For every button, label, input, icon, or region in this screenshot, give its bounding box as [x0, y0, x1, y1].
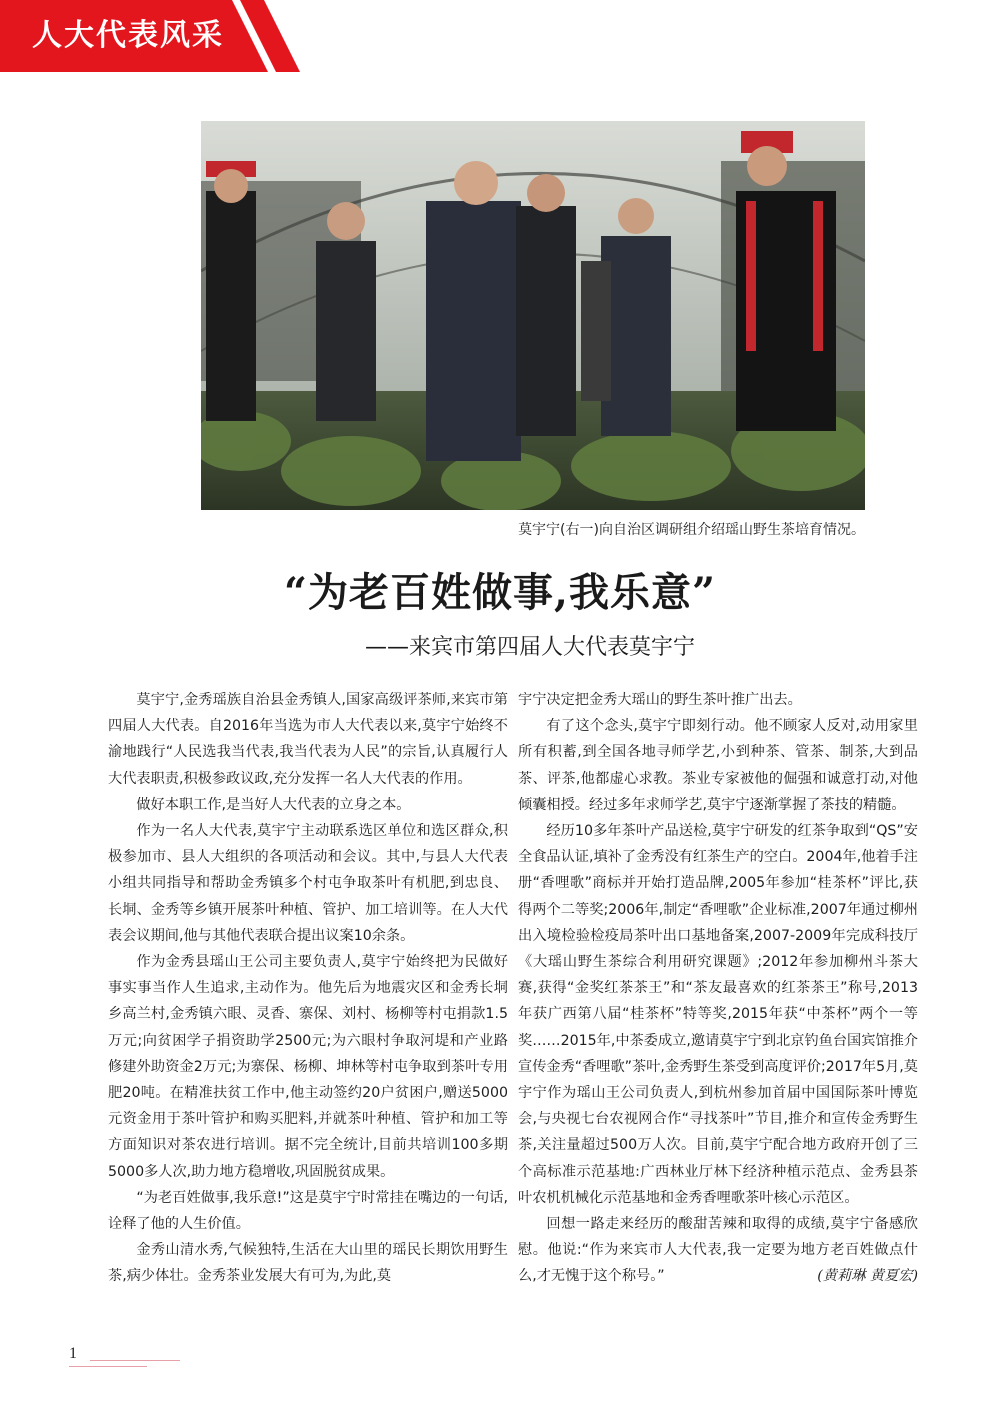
page-number: 1 [69, 1345, 77, 1362]
paragraph: 做好本职工作,是当好人大代表的立身之本。 [136, 796, 411, 813]
paragraph: 金秀山清水秀,气候独特,生活在大山里的瑶民长期饮用野生茶,病少体壮。金秀茶业发展大有可为,为此,莫 [108, 1242, 508, 1285]
paragraph: “为老百姓做事,我乐意!”这是莫宇宁时常挂在嘴边的一句话,诠释了他的人生价值。 [108, 1189, 508, 1233]
photo-caption: 莫宇宁(右一)向自治区调研组介绍瑶山野生茶培育情况。 [518, 522, 865, 538]
author-byline: (黄莉琳 黄夏宏) [817, 1268, 918, 1285]
paragraph: 作为金秀县瑶山王公司主要负责人,莫宇宁始终把为民做好事实事当作人生追求,主动作为。他先后为地震灾区和金秀长垌乡高兰村,金秀镇六眼、灵香、寨保、刘村、杨柳等村屯捐款1.5万元;向贫困学子捐资助学2500元;为六眼村争取河堤和产业路修建外助资金2万元;为寨保、杨柳、坤林等村屯争取到茶叶专用肥20吨。在精准扶贫工作中,他主动签约20户贫困户,赠送5000元资金用于茶叶管护和购买肥料,并就茶叶种植、管护和加工等方面知识对茶农进行培训。据不完全统计,目前共培训100多期5000多人次,助力地方稳增收,巩固脱贫成果。 [108, 954, 508, 1180]
footer-rule [90, 1360, 180, 1361]
article-photo [201, 121, 865, 510]
section-banner [0, 0, 310, 72]
footer-rule [69, 1366, 147, 1367]
paragraph: 经历10多年茶叶产品送检,莫宇宁研发的红茶争取到“QS”安全食品认证,填补了金秀没有红茶生产的空白。2004年,他着手注册“香哩歌”商标并开始打造品牌,2005年参加“桂茶杯”评比,获得两个二等奖;2006年,制定“香哩歌”企业标准,2007年通过柳州出入境检验检疫局茶叶出口基地备案,2007-2009年完成科技厅《大瑶山野生茶综合利用研究课题》;2012年参加柳州斗茶大赛,获得“金奖红茶茶王”和“茶友最喜欢的红茶茶王”称号,2013年获广西第八届“桂茶杯”特等奖,2015年获“中茶杯”两个一等奖……2015年,中茶委成立,邀请莫宇宁到北京钓鱼台国宾馆推介宣传金秀“香哩歌”茶叶,金秀野生茶受到高度评价;2017年5月,莫宇宁作为瑶山王公司负责人,到杭州参加首届中国国际茶叶博览会,与央视七台农视网合作“寻找茶叶”节目,推介和宣传金秀野生茶,关注量超过500万人次。目前,莫宇宁配合地方政府开创了三个高标准示范基地:广西林业厅林下经济种植示范点、金秀县茶叶农机机械化示范基地和金秀香哩歌茶叶核心示范区。 [518, 823, 918, 1206]
article-title: “为老百姓做事,我乐意” [284, 569, 716, 616]
paragraph: 有了这个念头,莫宇宁即刻行动。他不顾家人反对,动用家里所有积蓄,到全国各地寻师学艺,小到种茶、管茶、制茶,大到品茶、评茶,他都虚心求教。茶业专家被他的倔强和诚意打动,对他倾囊相授。经过多年求师学艺,莫宇宁逐渐掌握了茶技的精髓。 [518, 718, 918, 813]
paragraph: 作为一名人大代表,莫宇宁主动联系选区单位和选区群众,积极参加市、县人大组织的各项活动和会议。其中,与县人大代表小组共同指导和帮助金秀镇多个村屯争取茶叶有机肥,到忠良、长垌、金秀等乡镇开展茶叶种植、管护、加工培训等。在人大代表会议期间,他与其他代表联合提出议案10余条。 [108, 823, 508, 944]
section-title: 人大代表风采 [32, 18, 224, 53]
paragraph: 莫宇宁,金秀瑶族自治县金秀镇人,国家高级评茶师,来宾市第四届人大代表。自2016年当选为市人大代表以来,莫宇宁始终不渝地践行“人民选我当代表,我当代表为人民”的宗旨,认真履行人大代表职责,积极参政议政,充分发挥一名人大代表的作用。 [108, 692, 508, 787]
left-column [108, 687, 508, 1290]
paragraph-text: 回想一路走来经历的酸甜苦辣和取得的成绩,莫宇宁备感欣慰。他说:“作为来宾市人大代表,我一定要为地方老百姓做点什么,才无愧于这个称号。” [518, 1216, 918, 1285]
paragraph-final [518, 1211, 918, 1290]
paragraph-continued: 宇宁决定把金秀大瑶山的野生茶叶推广出去。 [518, 692, 802, 708]
right-column [518, 687, 918, 1290]
article-subtitle: ——来宾市第四届人大代表莫宇宁 [364, 635, 695, 660]
